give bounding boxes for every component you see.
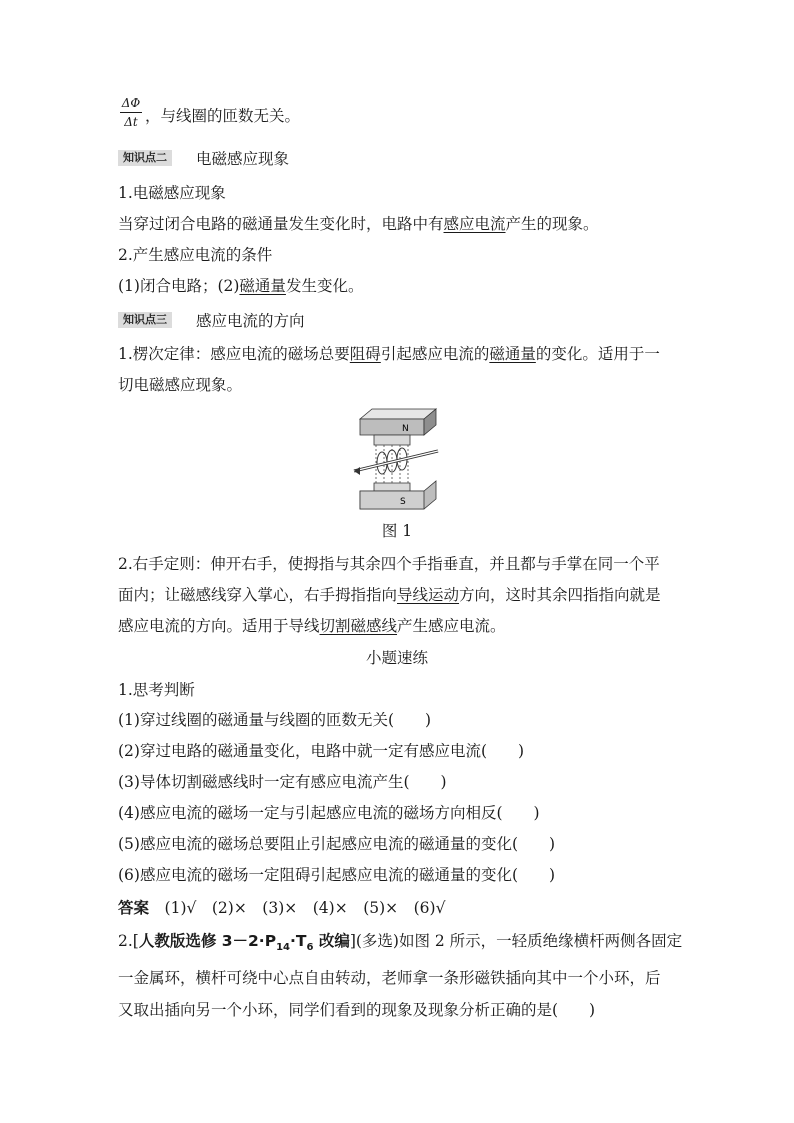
underlined-term: 磁通量: [489, 345, 536, 363]
intro-tail: ，与线圈的匝数无关。: [145, 107, 301, 125]
lenz-law-line-1: [118, 344, 660, 364]
text-span: 方向，这时其余四指指向就是: [459, 586, 661, 604]
knowledge-point-3-title: 感应电流的方向: [196, 312, 305, 330]
right-hand-rule-line-1: 2.右手定则：伸开右手，使拇指与其余四个手指垂直，并且都与手掌在同一个平: [118, 555, 660, 573]
question-2-source: [138, 932, 350, 954]
subscript: 14: [276, 942, 290, 954]
section-2-text: [118, 276, 363, 296]
figure-1-caption: 图 1: [381, 522, 413, 540]
judge-item: (4)感应电流的磁场一定与引起感应电流的磁场方向相反( ): [118, 804, 540, 822]
underlined-term: 阻碍: [349, 345, 381, 363]
practice-title: 小题速练: [365, 649, 428, 667]
text-span: 感应电流的方向。适用于导线: [118, 617, 320, 635]
knowledge-point-2-badge: 知识点二: [118, 150, 172, 166]
underlined-term: 导线运动: [397, 586, 460, 604]
text-span: 改编: [313, 932, 350, 950]
knowledge-point-2-title: 电磁感应现象: [196, 150, 290, 168]
text-span: 的变化。适用于一: [535, 345, 660, 363]
lenz-law-line-2: 切电磁感应现象。: [118, 376, 243, 394]
subscript: 6: [306, 942, 314, 954]
answer-label: 答案: [118, 899, 150, 917]
south-pole-label: S: [400, 497, 406, 507]
text-span: ](多选)如图 2 所示，一轻质绝缘横杆两侧各固定: [349, 932, 683, 950]
judge-item: (6)感应电流的磁场一定阻碍引起感应电流的磁通量的变化( ): [118, 866, 556, 884]
section-1-title: 1.电磁感应现象: [118, 184, 226, 202]
underlined-term: 磁通量: [239, 277, 286, 295]
underlined-term: 感应电流: [443, 215, 506, 233]
section-2-title: 2.产生感应电流的条件: [118, 246, 273, 264]
text-span: 产生的现象。: [505, 215, 599, 233]
magnet-coil-figure: [352, 405, 442, 513]
judge-item: (3)导体切割磁感线时一定有感应电流产生( ): [118, 773, 447, 791]
text-span: ·T: [289, 932, 307, 950]
underlined-term: 切割磁感线: [319, 617, 398, 635]
judge-item: (2)穿过电路的磁通量变化，电路中就一定有感应电流( ): [118, 742, 525, 760]
flux-fraction: [120, 96, 142, 129]
fraction-denominator: Δt: [124, 115, 138, 129]
question-2-line-2: 一金属环，横杆可绕中心点自由转动，老师拿一条形磁铁插向其中一个小环，后: [118, 969, 661, 987]
north-pole-label: N: [402, 424, 409, 434]
question-2-line-3: 又取出插向另一个小环，同学们看到的现象及现象分析正确的是( ): [118, 1001, 596, 1019]
text-span: 产生感应电流。: [397, 617, 506, 635]
answer-line: [118, 898, 445, 918]
answer-text: (1)√ (2)× (3)× (4)× (5)× (6)√: [164, 899, 446, 917]
knowledge-point-3-badge: 知识点三: [118, 312, 172, 328]
text-span: 人教版选修 3－2·P: [138, 932, 277, 950]
text-span: 当穿过闭合电路的磁通量发生变化时，电路中有: [118, 215, 444, 233]
text-span: 引起感应电流的: [380, 345, 490, 363]
text-span: 1.楞次定律：感应电流的磁场总要: [118, 345, 350, 363]
section-1-text: [118, 214, 599, 234]
fraction-numerator: ΔΦ: [121, 96, 141, 110]
fraction-bar: [120, 112, 142, 113]
text-span: 发生变化。: [285, 277, 364, 295]
judge-item: (5)感应电流的磁场总要阻止引起感应电流的磁通量的变化( ): [118, 835, 556, 853]
text-span: (1)闭合电路；(2): [118, 277, 240, 295]
text-span: 面内；让磁感线穿入掌心，右手拇指指向: [118, 586, 398, 604]
judge-title: 1.思考判断: [118, 681, 195, 699]
text-span: 2.[: [118, 932, 139, 950]
right-hand-rule-line-3: [118, 616, 506, 636]
question-2-line-1: [118, 931, 682, 958]
judge-item: (1)穿过线圈的磁通量与线圈的匝数无关( ): [118, 711, 432, 729]
right-hand-rule-line-2: [118, 585, 661, 605]
